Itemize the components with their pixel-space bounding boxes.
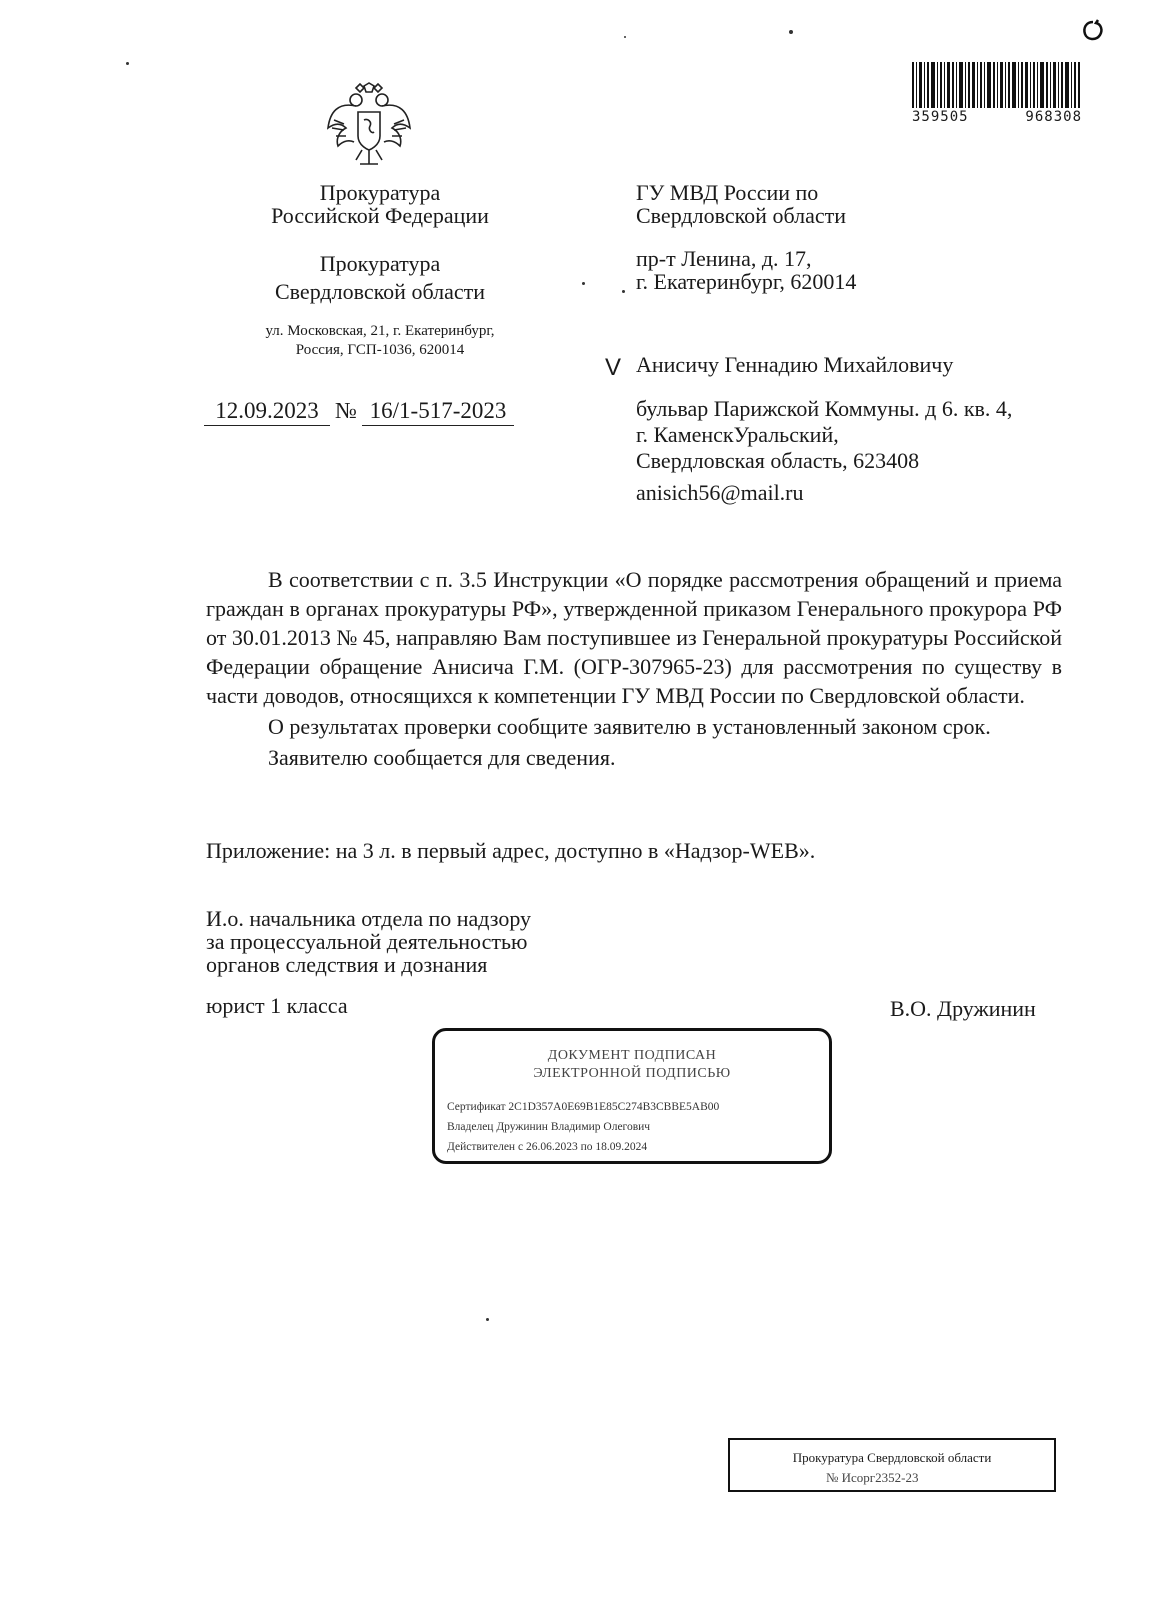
recipient-check-mark: V <box>605 354 622 381</box>
body-paragraph-1: В соответствии с п. 3.5 Инструкции «О порядке рассмотрения обращений и приема граждан в органах прокуратуры РФ», утвержденной приказом Генерального прокурора РФ от 30.01.2013 № 45, направляю Вам поступившее из Генеральной прокуратуры Российской Федерации обращение Анисича Г.М. (ОГР-307965-23) для рассмотрения по существу в части доводов, относящихся к компетенции ГУ МВД России по Свердловской области. <box>206 567 1062 708</box>
esign-certificate: Сертификат 2C1D357A0E69B1E85C274B3CBBE5AB00 <box>447 1101 720 1113</box>
scan-speck <box>624 36 626 38</box>
sender-organization <box>210 181 550 227</box>
recipient1-address-line1: пр-т Ленина, д. 17, <box>636 246 812 271</box>
sender-org-line2: Российской Федерации <box>271 203 489 228</box>
esign-title-line2: ЭЛЕКТРОННОЙ ПОДПИСЬЮ <box>533 1066 731 1081</box>
recipient1-address-line2: г. Екатеринбург, 620014 <box>636 269 857 294</box>
registration-number-sign: № <box>335 398 357 423</box>
scan-speck <box>789 30 793 34</box>
signer-name: В.О. Дружинин <box>890 996 1036 1021</box>
registration-date: 12.09.2023 <box>204 398 330 426</box>
scan-speck <box>126 62 129 65</box>
sender-sub-line2: Свердловской области <box>275 279 485 304</box>
barcode-digits-left: 359505 <box>912 109 969 125</box>
sender-address-line1: ул. Московская, 21, г. Екатеринбург, <box>265 323 495 339</box>
sender-org-line1: Прокуратура <box>319 180 441 205</box>
sender-sub-line1: Прокуратура <box>319 251 441 276</box>
electronic-signature-stamp <box>432 1028 832 1164</box>
signer-position <box>206 907 626 976</box>
recipient1-name-line2: Свердловской области <box>636 203 846 228</box>
signer-position-line1: И.о. начальника отдела по надзору <box>206 906 532 931</box>
esign-owner: Владелец Дружинин Владимир Олегович <box>447 1121 651 1133</box>
scan-speck <box>582 282 585 285</box>
recipient-primary <box>636 181 846 227</box>
scan-speck <box>486 1318 489 1321</box>
esign-validity: Действителен с 26.06.2023 по 18.09.2024 <box>447 1141 648 1153</box>
registry-stamp-org: Прокуратура Свердловской области <box>792 1450 992 1465</box>
registration-number: 16/1-517-2023 <box>362 398 514 426</box>
recipient2-address-line2: г. КаменскУральский, <box>636 422 839 447</box>
attachment-note: Приложение: на 3 л. в первый адрес, доступно в «Надзор-WEB». <box>206 838 816 863</box>
sender-address-line2: Россия, ГСП-1036, 620014 <box>295 342 465 358</box>
barcode-digits-right: 968308 <box>1025 109 1082 125</box>
recipient2-address-line1: бульвар Парижской Коммуны. д 6. кв. 4, <box>636 396 1013 421</box>
letter-body <box>206 565 1062 772</box>
barcode-digits <box>912 109 1082 125</box>
body-paragraph-2: О результатах проверки сообщите заявителю в установленный законом срок. <box>268 714 991 739</box>
esign-title-line1: ДОКУМЕНТ ПОДПИСАН <box>547 1048 717 1063</box>
corner-handwritten-mark <box>1080 18 1106 44</box>
registration-line <box>204 398 534 426</box>
sender-suborganization <box>210 252 550 303</box>
sender-address <box>210 322 550 360</box>
signer-position-line2: за процессуальной деятельностью <box>206 929 528 954</box>
registry-stamp-number: № Исорг2352-23 <box>826 1470 919 1485</box>
body-paragraph-3: Заявителю сообщается для сведения. <box>268 745 616 770</box>
recipient2-email: anisich56@mail.ru <box>636 480 804 505</box>
coat-of-arms-icon <box>326 82 412 172</box>
scan-speck <box>622 290 625 293</box>
recipient1-name-line1: ГУ МВД России по <box>636 180 819 205</box>
signer-position-line3: органов следствия и дознания <box>206 952 488 977</box>
registry-stamp <box>728 1438 1056 1492</box>
recipient-primary-address <box>636 247 856 293</box>
esign-title <box>435 1047 829 1083</box>
recipient2-address-line3: Свердловская область, 623408 <box>636 448 920 473</box>
recipient-secondary-address <box>636 396 1012 474</box>
signer-rank: юрист 1 класса <box>206 993 348 1018</box>
barcode <box>912 62 1080 108</box>
recipient2-name: Анисичу Геннадию Михайловичу <box>636 352 954 377</box>
